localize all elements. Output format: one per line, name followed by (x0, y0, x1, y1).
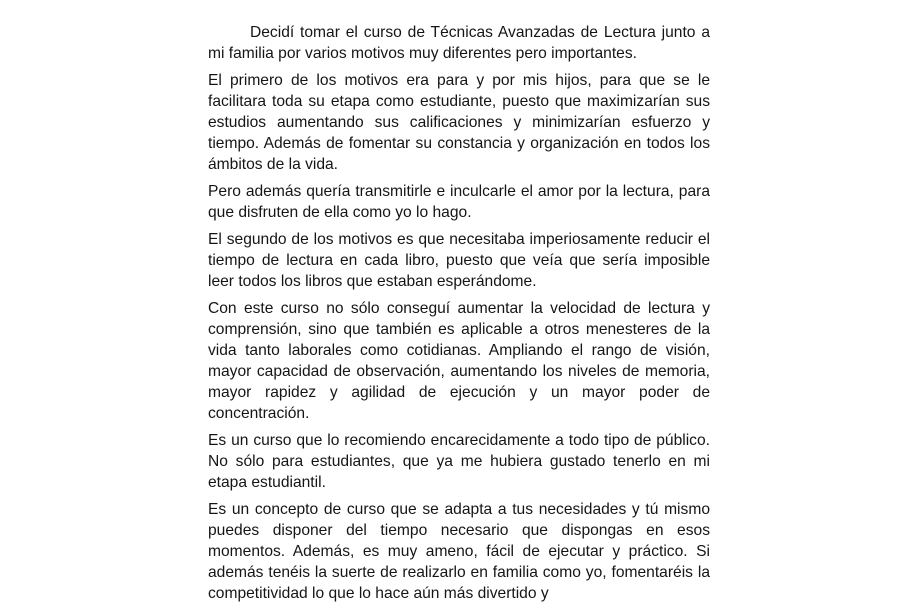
paragraph-second-motive: El segundo de los motivos es que necesitaba imperiosamente reducir el tiempo de lectura en cada libro, puesto que veía que sería imposible leer todos los libros que estaban esperándome. (208, 231, 710, 290)
paragraph-love-of-reading: Pero además quería transmitirle e inculcarle el amor por la lectura, para que disfruten de ella como yo lo hago. (208, 183, 710, 221)
paragraph-course-concept: Es un concepto de curso que se adapta a tus necesidades y tú mismo puedes disponer del tiempo necesario que dispongas en esos momentos. Además, es muy ameno, fácil de ejecutar y práctico. Si además tenéis la suerte de realizarlo en familia como yo, fomentaréis la competitividad lo que lo hace aún más divertido y (208, 501, 710, 602)
document-page (208, 22, 710, 610)
paragraph-recommendation: Es un curso que lo recomiendo encarecidamente a todo tipo de público. No sólo para estudiantes, que ya me hubiera gustado tenerlo en mi etapa estudiantil. (208, 432, 710, 491)
paragraph-first-motive: El primero de los motivos era para y por mis hijos, para que se le facilitara toda su etapa como estudiante, puesto que maximizarían sus estudios aumentando sus calificaciones y minimizarían esfuerzo y tiempo. Además de fomentar su constancia y organización en todos los ámbitos de la vida. (208, 72, 710, 173)
paragraph-intro: Decidí tomar el curso de Técnicas Avanzadas de Lectura junto a mi familia por varios motivos muy diferentes pero importantes. (208, 24, 710, 62)
paragraph-benefits: Con este curso no sólo conseguí aumentar la velocidad de lectura y comprensión, sino que también es aplicable a otros menesteres de la vida tanto laborales como cotidianas. Ampliando el rango de visión, mayor capacidad de observación, aumentando los niveles de memoria, mayor rapidez y agilidad de ejecución y un mayor poder de concentración. (208, 300, 710, 422)
